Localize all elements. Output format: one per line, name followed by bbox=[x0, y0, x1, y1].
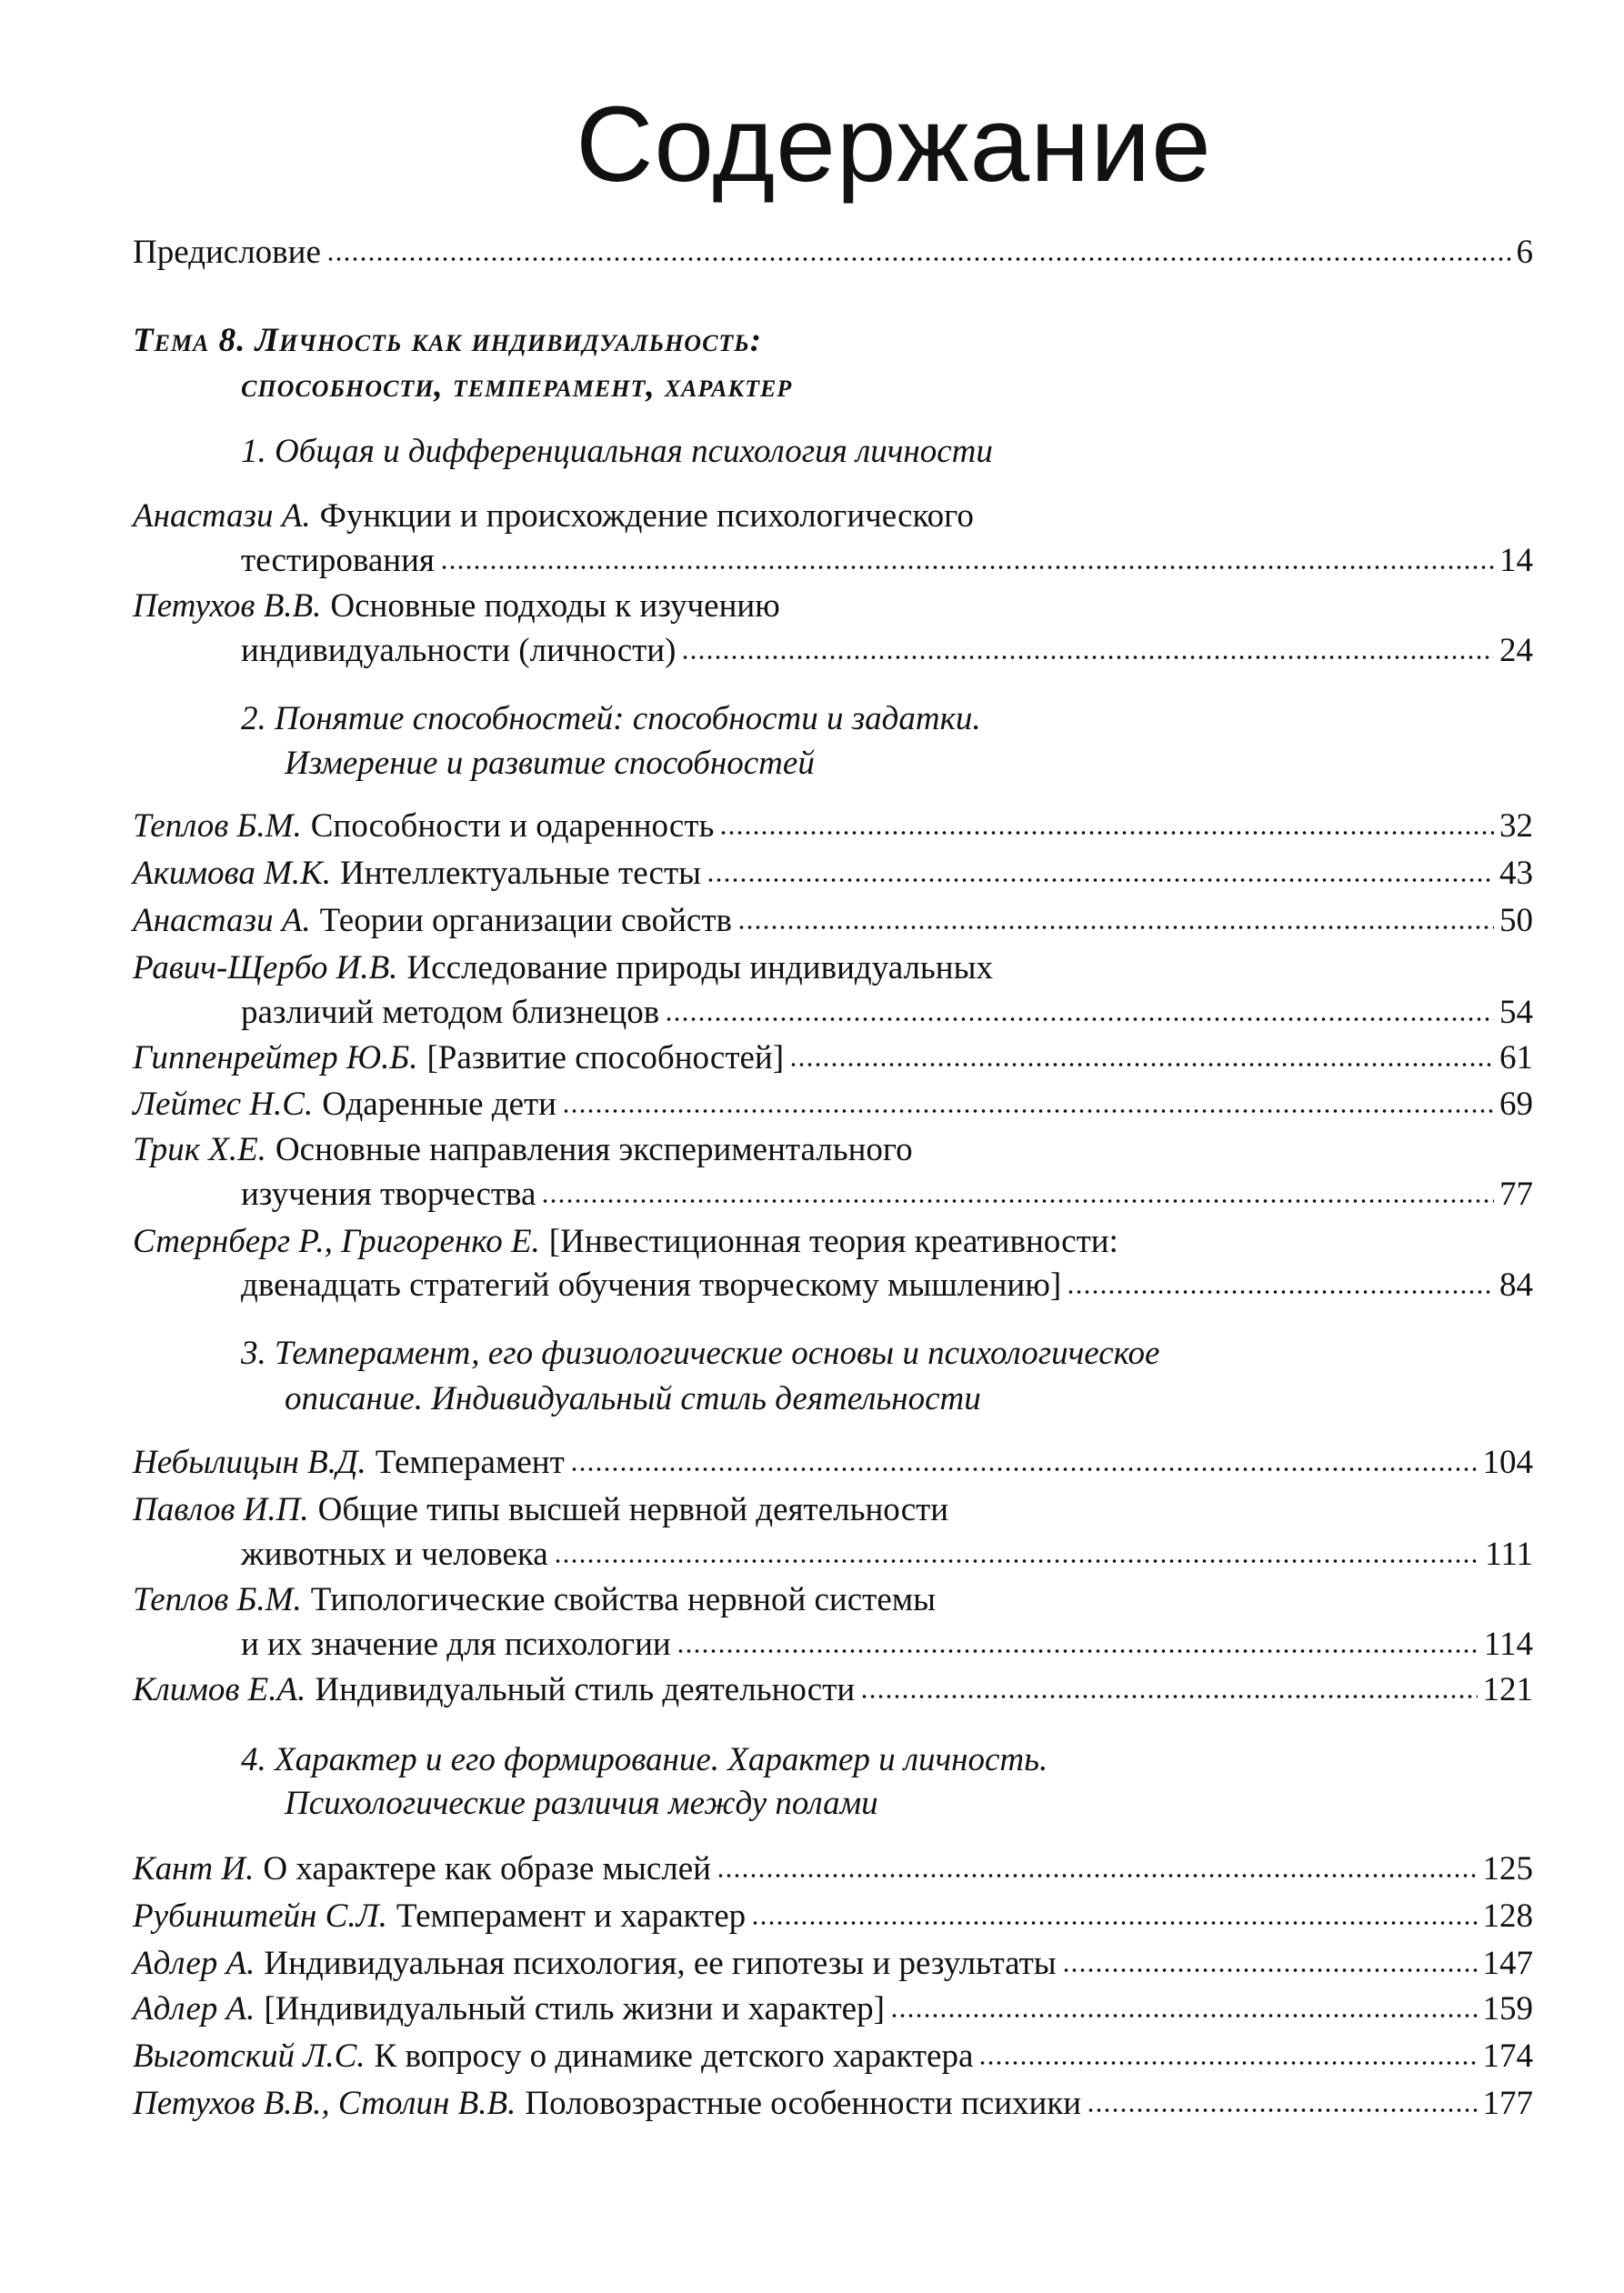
section-heading-text: Измерение и развитие способностей bbox=[285, 745, 815, 782]
entry-title: Индивидуальная психология, ее гипотезы и результаты bbox=[264, 1945, 1057, 1982]
page-number[interactable]: 54 bbox=[1499, 994, 1533, 1031]
entry-title: Предисловие bbox=[133, 234, 321, 271]
entry-title: О характере как образе мыслей bbox=[263, 1850, 711, 1887]
toc-entry-cont[interactable] bbox=[241, 1171, 1533, 1218]
entry-author: Гиппенрейтер Ю.Б. bbox=[133, 1039, 418, 1076]
section-heading-text: 2. Понятие способностей: способности и задатки. bbox=[241, 700, 981, 737]
toc-entry[interactable] bbox=[133, 2080, 1533, 2128]
entry-author: Стернберг Р., Григоренко Е. bbox=[133, 1223, 540, 1260]
dot-leader bbox=[681, 652, 1494, 661]
entry-author: Теплов Б.М. bbox=[133, 807, 302, 845]
theme-title-line1: Тема 8. Личность как индивидуальность: bbox=[133, 322, 763, 359]
page-number[interactable]: 104 bbox=[1482, 1444, 1533, 1481]
entry-title: Индивидуальный стиль деятельности bbox=[315, 1671, 856, 1708]
entry-author: Выготский Л.С. bbox=[133, 2038, 366, 2075]
entry-title: различий методом близнецов bbox=[241, 994, 660, 1031]
dot-leader bbox=[737, 922, 1494, 931]
entry-title: индивидуальности (личности) bbox=[241, 632, 677, 669]
dot-leader bbox=[326, 254, 1511, 263]
entry-author: Теплов Б.М. bbox=[133, 1581, 302, 1618]
entry-title: и их значение для психологии bbox=[241, 1626, 671, 1663]
toc-entry[interactable] bbox=[133, 1035, 1533, 1082]
page-number[interactable]: 43 bbox=[1499, 855, 1533, 892]
entry-title: Способности и одаренность bbox=[310, 807, 715, 845]
page-number[interactable]: 6 bbox=[1516, 234, 1533, 271]
dot-leader bbox=[751, 1918, 1477, 1927]
toc-entry[interactable] bbox=[133, 583, 1533, 630]
toc-entry[interactable] bbox=[133, 1081, 1533, 1128]
theme-heading bbox=[133, 317, 1533, 365]
toc-entry-cont[interactable] bbox=[241, 1262, 1533, 1309]
dot-leader bbox=[440, 562, 1494, 571]
entry-author: Небылицын В.Д. bbox=[133, 1444, 366, 1481]
toc-entry[interactable] bbox=[133, 1940, 1533, 1988]
entry-title: двенадцать стратегий обучения творческому мышлению] bbox=[241, 1267, 1062, 1304]
toc-entry[interactable] bbox=[133, 1667, 1533, 1714]
entry-author: Петухов В.В. bbox=[133, 587, 322, 625]
section-heading bbox=[241, 1330, 1624, 1377]
theme-heading-cont bbox=[241, 363, 1624, 410]
entry-title: Темперамент bbox=[375, 1444, 565, 1481]
toc-entry[interactable] bbox=[133, 1487, 1533, 1534]
dot-leader bbox=[541, 1196, 1494, 1205]
dot-leader bbox=[890, 2010, 1478, 2019]
toc-entry-cont[interactable] bbox=[241, 1621, 1533, 1668]
entry-title: Теории организации свойств bbox=[319, 902, 732, 939]
entry-title: [Индивидуальный стиль жизни и характер] bbox=[264, 1990, 885, 2028]
toc-entry-cont[interactable] bbox=[241, 989, 1533, 1036]
toc-entry-cont[interactable] bbox=[241, 627, 1533, 675]
page-number[interactable]: 125 bbox=[1482, 1850, 1533, 1887]
toc-entry-cont[interactable] bbox=[241, 1531, 1533, 1578]
entry-title: животных и человека bbox=[241, 1536, 548, 1573]
page-number[interactable]: 61 bbox=[1499, 1039, 1533, 1076]
dot-leader bbox=[719, 827, 1494, 836]
dot-leader bbox=[1087, 2105, 1477, 2114]
page-number[interactable]: 121 bbox=[1482, 1671, 1533, 1708]
page-title: Содержание bbox=[576, 85, 1212, 205]
entry-title: [Инвестиционная теория креативности: bbox=[548, 1223, 1118, 1260]
section-heading bbox=[285, 1780, 1624, 1827]
dot-leader bbox=[707, 875, 1494, 884]
toc-entry[interactable] bbox=[133, 2033, 1533, 2080]
entry-title: Типологические свойства нервной системы bbox=[310, 1581, 937, 1618]
entry-author: Трик Х.Е. bbox=[133, 1131, 266, 1168]
toc-entry[interactable] bbox=[133, 1577, 1533, 1624]
toc-entry[interactable] bbox=[133, 803, 1533, 850]
page-number[interactable]: 174 bbox=[1482, 2038, 1533, 2075]
dot-leader bbox=[554, 1556, 1480, 1565]
entry-author: Климов Е.А. bbox=[133, 1671, 306, 1708]
entry-author: Адлер А. bbox=[133, 1945, 256, 1982]
entry-title: Функции и происхождение психологического bbox=[319, 497, 974, 535]
entry-author: Анастази А. bbox=[133, 902, 311, 939]
dot-leader bbox=[570, 1464, 1478, 1473]
section-heading bbox=[241, 1737, 1624, 1784]
page-number[interactable]: 128 bbox=[1482, 1897, 1533, 1935]
entry-author: Акимова М.К. bbox=[133, 855, 331, 892]
page-number[interactable]: 84 bbox=[1499, 1267, 1533, 1304]
dot-leader bbox=[1062, 1965, 1478, 1974]
theme-title-line2: способности, темперамент, характер bbox=[241, 367, 793, 405]
toc-entry[interactable] bbox=[133, 1218, 1533, 1266]
toc-entry[interactable] bbox=[133, 493, 1533, 540]
entry-title: Темперамент и характер bbox=[396, 1897, 747, 1935]
page-number[interactable]: 159 bbox=[1482, 1990, 1533, 2028]
page-number[interactable]: 77 bbox=[1499, 1176, 1533, 1213]
entry-title: [Развитие способностей] bbox=[426, 1039, 785, 1076]
section-heading-text: 1. Общая и дифференциальная психология личности bbox=[241, 433, 993, 470]
section-heading bbox=[241, 428, 1624, 476]
entry-title: Общие типы высшей нервной деятельности bbox=[317, 1491, 949, 1528]
toc-entry[interactable] bbox=[133, 1126, 1533, 1174]
section-heading-text: 3. Темперамент, его физиологические основы и психологическое bbox=[241, 1335, 1160, 1372]
page-number[interactable]: 111 bbox=[1485, 1536, 1533, 1573]
toc-entry[interactable] bbox=[133, 1893, 1533, 1940]
page-number[interactable]: 32 bbox=[1499, 807, 1533, 845]
section-heading bbox=[241, 696, 1624, 743]
entry-author: Лейтес Н.С. bbox=[133, 1086, 314, 1123]
entry-title: Половозрастные особенности психики bbox=[525, 2085, 1082, 2122]
dot-leader bbox=[978, 2058, 1477, 2067]
dot-leader bbox=[1067, 1287, 1494, 1296]
section-heading bbox=[285, 740, 1624, 787]
entry-author: Анастази А. bbox=[133, 497, 311, 535]
entry-title: Интеллектуальные тесты bbox=[339, 855, 702, 892]
entry-author: Петухов В.В., Столин В.В. bbox=[133, 2085, 516, 2122]
toc-entry[interactable] bbox=[133, 945, 1533, 992]
entry-author: Павлов И.П. bbox=[133, 1491, 309, 1528]
page-number[interactable]: 24 bbox=[1499, 632, 1533, 669]
entry-title: Основные подходы к изучению bbox=[330, 587, 780, 625]
toc-entry[interactable] bbox=[133, 850, 1533, 897]
entry-author: Адлер А. bbox=[133, 1990, 256, 2028]
entry-author: Кант И. bbox=[133, 1850, 255, 1887]
entry-title: Основные направления экспериментального bbox=[275, 1131, 913, 1168]
entry-title: Одаренные дети bbox=[322, 1086, 556, 1123]
toc-entry-cont[interactable] bbox=[241, 537, 1533, 585]
dot-leader bbox=[562, 1106, 1494, 1115]
dot-leader bbox=[677, 1646, 1479, 1655]
page-number[interactable]: 50 bbox=[1499, 902, 1533, 939]
section-heading bbox=[285, 1376, 1624, 1423]
dot-leader bbox=[860, 1691, 1477, 1700]
page-number[interactable]: 114 bbox=[1483, 1626, 1533, 1663]
page-number[interactable]: 14 bbox=[1499, 542, 1533, 579]
toc-entry[interactable] bbox=[133, 1986, 1533, 2033]
section-heading-text: описание. Индивидуальный стиль деятельности bbox=[285, 1380, 981, 1417]
entry-author: Равич-Щербо И.В. bbox=[133, 949, 398, 986]
toc-entry-preface[interactable] bbox=[133, 229, 1533, 276]
dot-leader bbox=[717, 1870, 1478, 1879]
entry-title: Исследование природы индивидуальных bbox=[406, 949, 993, 986]
page-number[interactable]: 147 bbox=[1482, 1945, 1533, 1982]
entry-title: К вопросу о динамике детского характера bbox=[374, 2038, 974, 2075]
section-heading-text: Психологические различия между полами bbox=[285, 1785, 878, 1822]
dot-leader bbox=[665, 1014, 1494, 1023]
dot-leader bbox=[789, 1059, 1494, 1068]
entry-author: Рубинштейн С.Л. bbox=[133, 1897, 387, 1935]
page-number[interactable]: 177 bbox=[1482, 2085, 1533, 2122]
section-heading-text: 4. Характер и его формирование. Характер и личность. bbox=[241, 1741, 1048, 1778]
entry-title: изучения творчества bbox=[241, 1176, 536, 1213]
toc-entry[interactable] bbox=[133, 897, 1533, 945]
entry-title: тестирования bbox=[241, 542, 435, 579]
page-number[interactable]: 69 bbox=[1499, 1086, 1533, 1123]
toc-entry[interactable] bbox=[133, 1846, 1533, 1893]
toc-entry[interactable] bbox=[133, 1439, 1533, 1487]
